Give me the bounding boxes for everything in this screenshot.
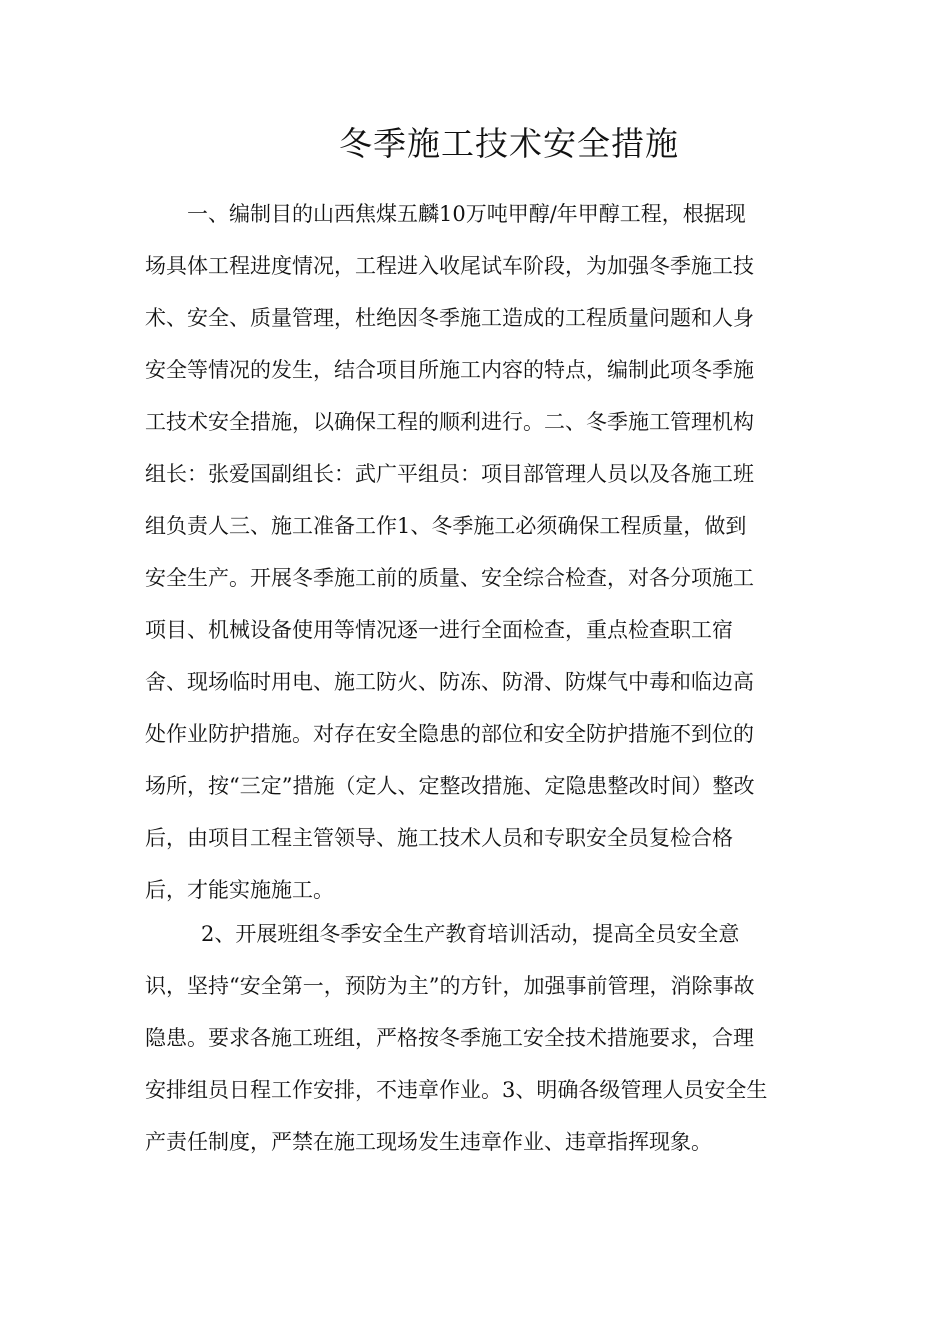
- text-line: 处作业防护措施。对存在安全隐患的部位和安全防护措施不到位的: [145, 722, 754, 746]
- text-line: 工技术安全措施，以确保工程的顺利进行。二、冬季施工管理机构: [145, 410, 754, 434]
- text-line: 一、编制目的山西焦煤五麟10万吨甲醇/年甲醇工程，根据现: [187, 202, 746, 226]
- text-line: 场具体工程进度情况，工程进入收尾试车阶段，为加强冬季施工技: [145, 254, 754, 278]
- text-line: 场所，按“三定”措施（定人、定整改措施、定隐患整改时间）整改: [145, 774, 755, 798]
- text-line: 安全生产。开展冬季施工前的质量、安全综合检查，对各分项施工: [145, 566, 754, 590]
- text-line: 舍、现场临时用电、施工防火、防冻、防滑、防煤气中毒和临边高: [145, 670, 754, 694]
- text-line: 组长：张爱国副组长：武广平组员：项目部管理人员以及各施工班: [145, 462, 754, 486]
- document-title: 冬季施工技术安全措施: [339, 124, 679, 163]
- text-line: 安排组员日程工作安排，不违章作业。3、明确各级管理人员安全生: [145, 1078, 768, 1102]
- text-line: 组负责人三、施工准备工作1、冬季施工必须确保工程质量，做到: [145, 514, 747, 538]
- text-line: 产责任制度，严禁在施工现场发生违章作业、违章指挥现象。: [145, 1130, 712, 1154]
- text-line: 识，坚持“安全第一，预防为主”的方针，加强事前管理，消除事故: [145, 974, 755, 998]
- text-line: 安全等情况的发生，结合项目所施工内容的特点，编制此项冬季施: [145, 358, 754, 382]
- text-line: 项目、机械设备使用等情况逐一进行全面检查，重点检查职工宿: [145, 618, 733, 642]
- text-line: 后，才能实施施工。: [145, 878, 334, 902]
- text-line: 2、开展班组冬季安全生产教育培训活动，提高全员安全意: [201, 922, 740, 946]
- text-line: 后，由项目工程主管领导、施工技术人员和专职安全员复检合格: [145, 826, 733, 850]
- text-line: 术、安全、质量管理，杜绝因冬季施工造成的工程质量问题和人身: [145, 306, 754, 330]
- text-line: 隐患。要求各施工班组，严格按冬季施工安全技术措施要求，合理: [145, 1026, 754, 1050]
